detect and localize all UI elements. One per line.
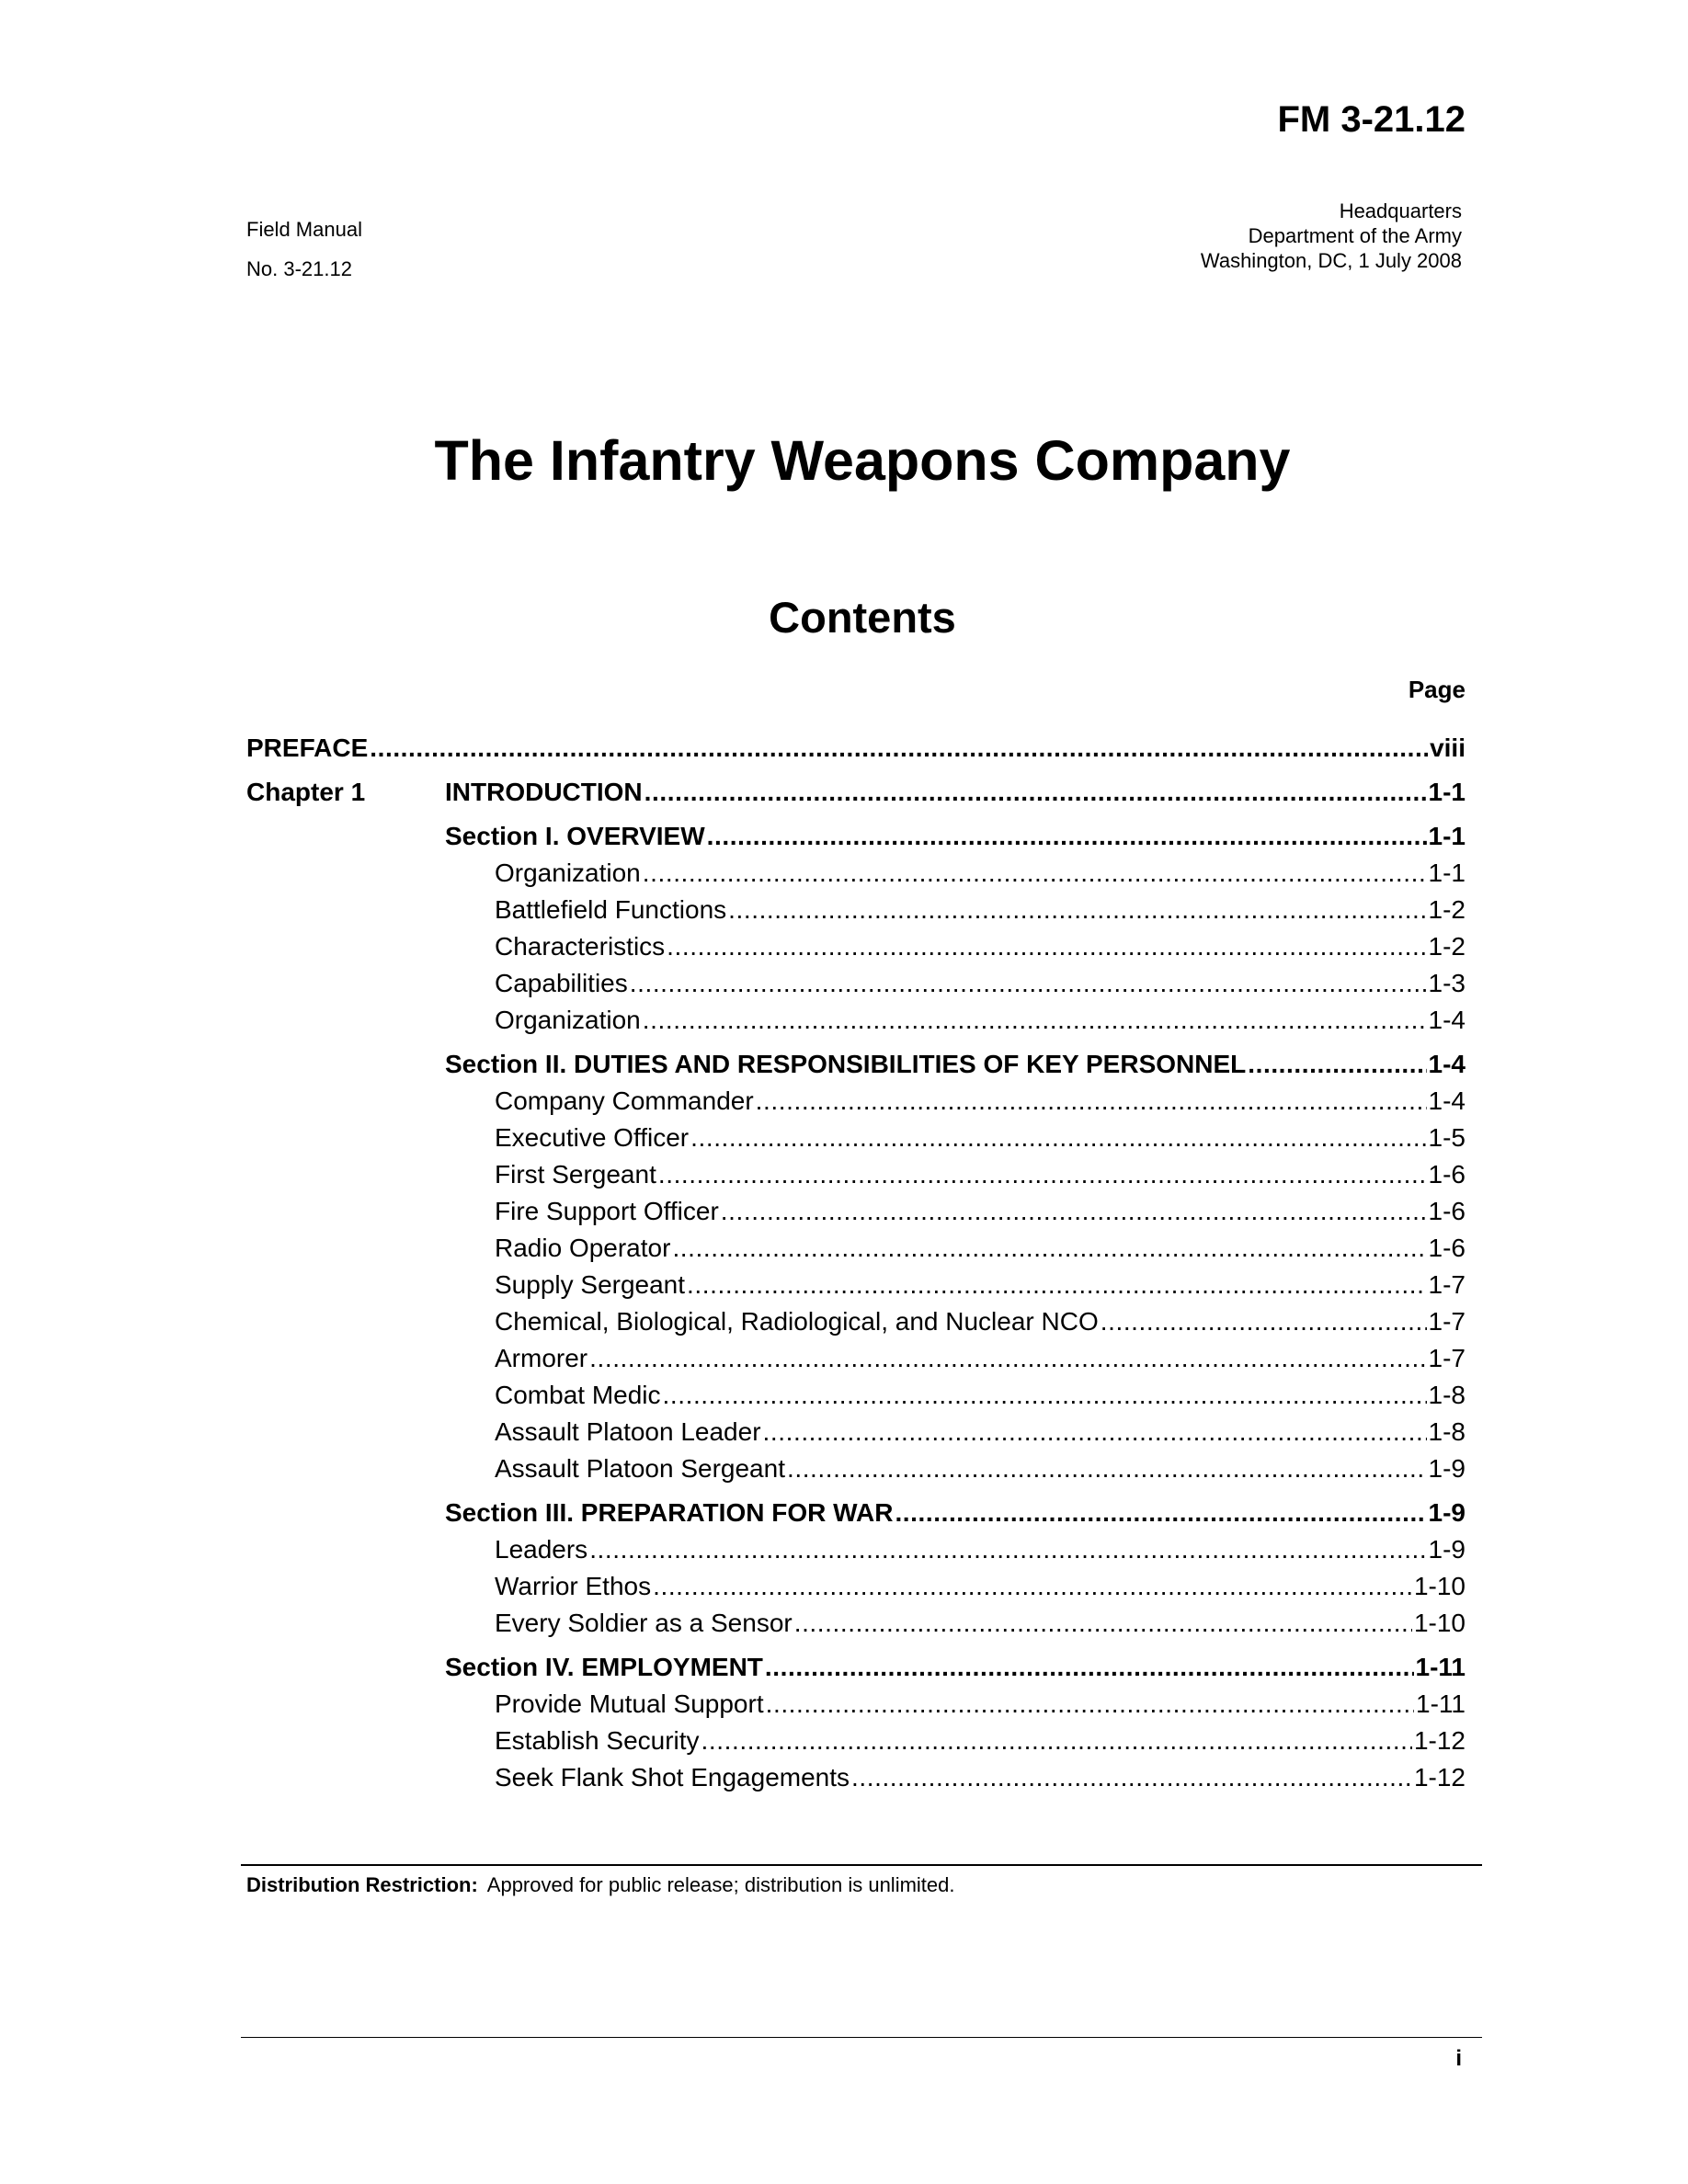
toc-entry-title: Battlefield Functions xyxy=(495,895,727,924)
toc-entry-title: Executive Officer xyxy=(495,1123,690,1152)
issuing-headquarters xyxy=(1201,199,1462,273)
dot-leader xyxy=(756,1086,1427,1116)
dot-leader xyxy=(643,859,1427,888)
toc-item-row[interactable] xyxy=(246,1381,1466,1417)
toc-item-row[interactable] xyxy=(246,1197,1466,1234)
toc-entry-title: Leaders xyxy=(495,1535,588,1564)
toc-entry-page: 1-10 xyxy=(1413,1572,1466,1600)
toc-item-row[interactable] xyxy=(246,1234,1466,1270)
toc-entry-page: 1-7 xyxy=(1428,1307,1466,1336)
toc-entry-page: 1-1 xyxy=(1428,822,1466,850)
toc-item-row[interactable] xyxy=(246,859,1466,895)
toc-entry-page: 1-2 xyxy=(1428,895,1466,924)
toc-entry-page: 1-12 xyxy=(1413,1726,1466,1755)
toc-entry-title: INTRODUCTION xyxy=(445,778,643,806)
toc-item-row[interactable] xyxy=(246,1270,1466,1307)
page-footer-rule xyxy=(241,2037,1482,2038)
toc-entry-title: Capabilities xyxy=(495,969,628,997)
toc-entry-title: Radio Operator xyxy=(495,1234,671,1262)
toc-entry-page: viii xyxy=(1430,734,1466,762)
toc-entry-title: Establish Security xyxy=(495,1726,700,1755)
toc-entry-title: Armorer xyxy=(495,1344,588,1372)
toc-entry-title: Warrior Ethos xyxy=(495,1572,652,1600)
document-title: The Infantry Weapons Company xyxy=(434,429,1291,492)
dot-leader xyxy=(765,1653,1414,1682)
dot-leader xyxy=(589,1344,1426,1373)
toc-entry-title: Combat Medic xyxy=(495,1381,661,1409)
toc-item-row[interactable] xyxy=(246,1344,1466,1381)
dot-leader xyxy=(728,895,1426,925)
location-date: Washington, DC, 1 July 2008 xyxy=(1200,249,1462,272)
dot-leader xyxy=(589,1535,1426,1564)
toc-item-row[interactable] xyxy=(246,895,1466,932)
dot-leader xyxy=(644,778,1427,807)
dot-leader xyxy=(851,1763,1412,1792)
toc-entry-page: 1-12 xyxy=(1413,1763,1466,1792)
distribution-restriction xyxy=(246,1873,955,1897)
toc-entry-title: Supply Sergeant xyxy=(495,1270,686,1299)
toc-entry-title: Chemical, Biological, Radiological, and Nuclear NCO xyxy=(495,1307,1099,1336)
toc-entry-chapter-1[interactable] xyxy=(246,778,1466,814)
distribution-label: Distribution Restriction: xyxy=(246,1873,478,1896)
toc-sections xyxy=(246,822,1466,1800)
dot-leader xyxy=(643,1006,1427,1035)
toc-entry-page: 1-8 xyxy=(1428,1381,1466,1409)
toc-item-row[interactable] xyxy=(246,1086,1466,1123)
toc-entry-title: Section IV. EMPLOYMENT xyxy=(445,1653,763,1681)
chapter-label: Chapter 1 xyxy=(246,778,366,806)
dot-leader xyxy=(895,1498,1426,1528)
toc-entry-page: 1-1 xyxy=(1428,778,1466,806)
toc-item-row[interactable] xyxy=(246,1763,1466,1800)
toc-item-row[interactable] xyxy=(246,1572,1466,1609)
headquarters-label: Headquarters xyxy=(1339,199,1462,222)
footer-divider xyxy=(241,1864,1482,1866)
toc-entry-page: 1-4 xyxy=(1428,1086,1466,1115)
dot-leader xyxy=(787,1454,1427,1484)
dot-leader xyxy=(687,1270,1426,1300)
toc-item-row[interactable] xyxy=(246,1123,1466,1160)
toc-item-row[interactable] xyxy=(246,932,1466,969)
dot-leader xyxy=(663,1381,1427,1410)
toc-entry-page: 1-5 xyxy=(1428,1123,1466,1152)
toc-item-row[interactable] xyxy=(246,969,1466,1006)
toc-entry-page: 1-9 xyxy=(1428,1498,1466,1527)
toc-entry-title: First Sergeant xyxy=(495,1160,656,1189)
table-of-contents xyxy=(246,734,1466,1800)
toc-entry-page: 1-9 xyxy=(1428,1535,1466,1564)
toc-item-row[interactable] xyxy=(246,1609,1466,1645)
department-label: Department of the Army xyxy=(1248,224,1462,247)
toc-entry-title: Organization xyxy=(495,1006,641,1034)
dot-leader xyxy=(370,734,1428,763)
toc-item-row[interactable] xyxy=(246,1726,1466,1763)
toc-entry-title: Assault Platoon Leader xyxy=(495,1417,761,1446)
toc-item-row[interactable] xyxy=(246,1160,1466,1197)
toc-section-row[interactable] xyxy=(246,1653,1466,1689)
toc-item-row[interactable] xyxy=(246,1689,1466,1726)
toc-entry-title: Section II. DUTIES AND RESPONSIBILITIES OF KEY PERSONNEL xyxy=(445,1050,1247,1078)
toc-entry-title: Assault Platoon Sergeant xyxy=(495,1454,785,1483)
toc-entry-page: 1-6 xyxy=(1428,1160,1466,1189)
toc-entry-title: Section I. OVERVIEW xyxy=(445,822,705,850)
dot-leader xyxy=(701,1726,1412,1756)
dot-leader xyxy=(653,1572,1412,1601)
toc-section-row[interactable] xyxy=(246,822,1466,859)
field-manual-label: Field Manual xyxy=(246,218,362,241)
manual-number: No. 3-21.12 xyxy=(246,257,352,280)
contents-heading: Contents xyxy=(769,593,956,642)
toc-entry-page: 1-6 xyxy=(1428,1197,1466,1225)
toc-entry-title: Seek Flank Shot Engagements xyxy=(495,1763,850,1792)
dot-leader xyxy=(630,969,1427,998)
toc-entry-title: Every Soldier as a Sensor xyxy=(495,1609,793,1637)
toc-item-row[interactable] xyxy=(246,1307,1466,1344)
dot-leader xyxy=(658,1160,1427,1189)
dot-leader xyxy=(1248,1050,1426,1079)
toc-entry-page: 1-10 xyxy=(1413,1609,1466,1637)
dot-leader xyxy=(794,1609,1412,1638)
toc-entry-page: 1-11 xyxy=(1415,1653,1466,1681)
dot-leader xyxy=(763,1417,1427,1447)
toc-item-row[interactable] xyxy=(246,1006,1466,1042)
dot-leader xyxy=(672,1234,1426,1263)
dot-leader xyxy=(1101,1307,1427,1337)
toc-entry-preface[interactable] xyxy=(246,734,1466,770)
toc-item-row[interactable] xyxy=(246,1535,1466,1572)
dot-leader xyxy=(766,1689,1414,1719)
page-column-label: Page xyxy=(1408,676,1466,703)
toc-section-row[interactable] xyxy=(246,1498,1466,1535)
toc-entry-title: Company Commander xyxy=(495,1086,754,1115)
toc-item-row[interactable] xyxy=(246,1454,1466,1491)
toc-entry-page: 1-11 xyxy=(1416,1689,1466,1718)
toc-entry-page: 1-4 xyxy=(1428,1050,1466,1078)
dot-leader xyxy=(690,1123,1426,1153)
toc-entry-title: Section III. PREPARATION FOR WAR xyxy=(445,1498,894,1527)
distribution-text: Approved for public release; distribution is unlimited. xyxy=(486,1873,955,1896)
dot-leader xyxy=(707,822,1427,851)
toc-entry-title: PREFACE xyxy=(246,734,369,762)
toc-entry-title: Provide Mutual Support xyxy=(495,1689,764,1718)
manual-designation xyxy=(246,210,362,289)
toc-entry-page: 1-9 xyxy=(1428,1454,1466,1483)
dot-leader xyxy=(667,932,1426,961)
toc-section-row[interactable] xyxy=(246,1050,1466,1086)
toc-entry-page: 1-1 xyxy=(1428,859,1466,887)
toc-item-row[interactable] xyxy=(246,1417,1466,1454)
toc-entry-title: Organization xyxy=(495,859,641,887)
toc-entry-page: 1-8 xyxy=(1428,1417,1466,1446)
toc-entry-page: 1-7 xyxy=(1428,1270,1466,1299)
toc-entry-page: 1-7 xyxy=(1428,1344,1466,1372)
toc-entry-page: 1-6 xyxy=(1428,1234,1466,1262)
dot-leader xyxy=(721,1197,1427,1226)
document-number: FM 3-21.12 xyxy=(1277,99,1466,140)
toc-entry-page: 1-4 xyxy=(1428,1006,1466,1034)
toc-entry-page: 1-2 xyxy=(1428,932,1466,961)
toc-entry-title: Characteristics xyxy=(495,932,666,961)
page-number: i xyxy=(1455,2046,1462,2071)
toc-entry-title: Fire Support Officer xyxy=(495,1197,719,1225)
toc-entry-page: 1-3 xyxy=(1428,969,1466,997)
